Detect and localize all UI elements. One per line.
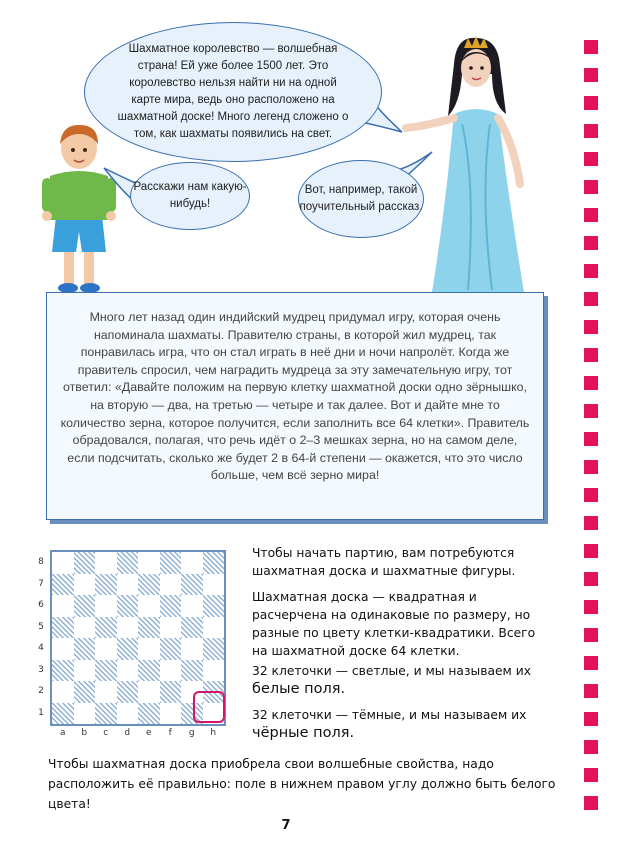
rank-label: 2 [38,686,44,696]
speech-bubble-girl [298,160,424,238]
decorative-square [584,712,598,726]
decorative-square [584,684,598,698]
board-square [95,638,117,660]
decorative-square [584,376,598,390]
paragraph-board: Шахматная доска — квадратная и расчерчена на одинаковые по размеру, но разные по цвету клетки-квадратики. Всего на шахматной доске 64 клетки. [252,590,536,658]
board-square [160,660,182,682]
board-square [160,595,182,617]
board-square [117,660,139,682]
board-square [160,574,182,596]
board-square [74,638,96,660]
decorative-square [584,740,598,754]
board-square [138,552,160,574]
board-square [52,703,74,725]
board-square [74,703,96,725]
board-square [181,660,203,682]
board-square [138,595,160,617]
board-square [52,638,74,660]
board-square [117,681,139,703]
file-label: g [188,728,195,738]
board-square [117,617,139,639]
board-square [181,617,203,639]
speech-bubble-boy [130,162,250,230]
board-square [95,660,117,682]
file-label: c [103,728,109,738]
decorative-square [584,488,598,502]
board-square [95,595,117,617]
board-square [203,574,225,596]
board-square [138,638,160,660]
rank-label: 7 [38,578,44,589]
board-square [203,638,225,660]
board-square [160,552,182,574]
white-squares-term: белые поля [252,681,341,697]
rank-label: 4 [38,643,44,653]
file-label: h [210,728,217,738]
board-square [74,660,96,682]
rank-label: 5 [38,621,44,632]
board-square [138,574,160,596]
board-square [203,660,225,682]
board-square [181,595,203,617]
rank-label: 8 [38,557,44,567]
board-square [160,638,182,660]
board-square [203,595,225,617]
decorative-square [584,768,598,782]
bubble-boy-text: Расскажи нам какую-нибудь! [133,181,247,210]
board-square [95,617,117,639]
decorative-square [584,460,598,474]
rank-label: 1 [38,707,44,718]
decorative-square [584,320,598,334]
board-square [52,552,74,574]
board-square [117,703,139,725]
decorative-square [584,628,598,642]
file-label: d [124,728,131,738]
file-label: b [81,728,88,738]
file-label: e [145,728,152,738]
bottom-note: Чтобы шахматная доска приобрела свои волшебные свойства, надо расположить её правильно: поле в нижнем правом углу должно быть белого цвета! [48,757,556,811]
board-square [181,574,203,596]
board-square [117,638,139,660]
board-square [160,617,182,639]
board-square [52,574,74,596]
board-square [52,595,74,617]
board-square [138,681,160,703]
board-square [203,552,225,574]
decorative-square [584,600,598,614]
paragraph-start: Чтобы начать партию, вам потребуются шахматная доска и шахматные фигуры. [252,546,516,578]
board-square [138,660,160,682]
h1-square-highlight [193,691,225,723]
paragraph-white-squares [252,662,552,698]
board-square [52,617,74,639]
black-squares-period: . [349,725,355,741]
board-square [74,595,96,617]
page-number: 7 [281,818,291,833]
black-squares-text: 32 клеточки — тёмные, и мы называем их [252,708,527,722]
board-square [181,552,203,574]
board-square [74,681,96,703]
decorative-square [584,656,598,670]
rank-label: 6 [38,600,44,610]
board-square [52,681,74,703]
paragraph-black-squares [252,706,552,742]
decorative-square [584,404,598,418]
bubble-main-text: Шахматное королевство — волшебная страна! Ей уже более 1500 лет. Это королевство нельзя найти ни на одной карте мира, ведь оно расположено на шахматной доске! Много легенд сложено о том, как шахматы появились на свет. [117,43,349,140]
board-square [74,617,96,639]
board-square [181,638,203,660]
decorative-square [584,516,598,530]
file-label: a [59,728,66,738]
board-square [117,595,139,617]
decorative-square [584,572,598,586]
white-squares-period: . [340,681,346,697]
board-square [160,703,182,725]
decorative-square [584,432,598,446]
board-square [95,574,117,596]
decorative-square [584,796,598,810]
board-square [74,552,96,574]
white-squares-text: 32 клеточки — светлые, и мы называем их [252,664,532,678]
board-square [117,574,139,596]
speech-bubble-main [84,22,382,162]
board-square [95,552,117,574]
story-text: Много лет назад один индийский мудрец придумал игру, которая очень напоминала шахматы. Правителю страны, в которой жил мудрец, так понравилась игра, что он стал играть в неё дни и ночи напролёт. Когда же правитель спросил, чем наградить мудреца за эту замечательную игру, тот ответил: «Давайте положим на первую клетку шахматной доски одно зёрнышко, на вторую — два, на третью — четыре и так далее. Вот и дайте мне то количество зерна, которое получится, если заполнить все 64 клетки». Правитель обрадовался, полагая, что речь идёт о 2–3 мешках зерна, но на самом деле, если подсчитать, сколько же будет 2 в 64-й степени — окажется, что это число больше, чем всё зерно мира! [60,310,530,483]
bubble-girl-text: Вот, например, такой поучительный рассказ. [299,184,423,213]
board-square [74,574,96,596]
story-box [46,292,544,520]
board-square [95,681,117,703]
board-square [95,703,117,725]
decorative-square [584,544,598,558]
board-square [117,552,139,574]
board-square [203,617,225,639]
board-square [160,681,182,703]
black-squares-term: чёрные поля [252,725,350,741]
board-square [52,660,74,682]
rank-label: 3 [38,664,44,675]
file-label: f [168,728,172,738]
decorative-square [584,348,598,362]
board-square [138,703,160,725]
board-square [138,617,160,639]
